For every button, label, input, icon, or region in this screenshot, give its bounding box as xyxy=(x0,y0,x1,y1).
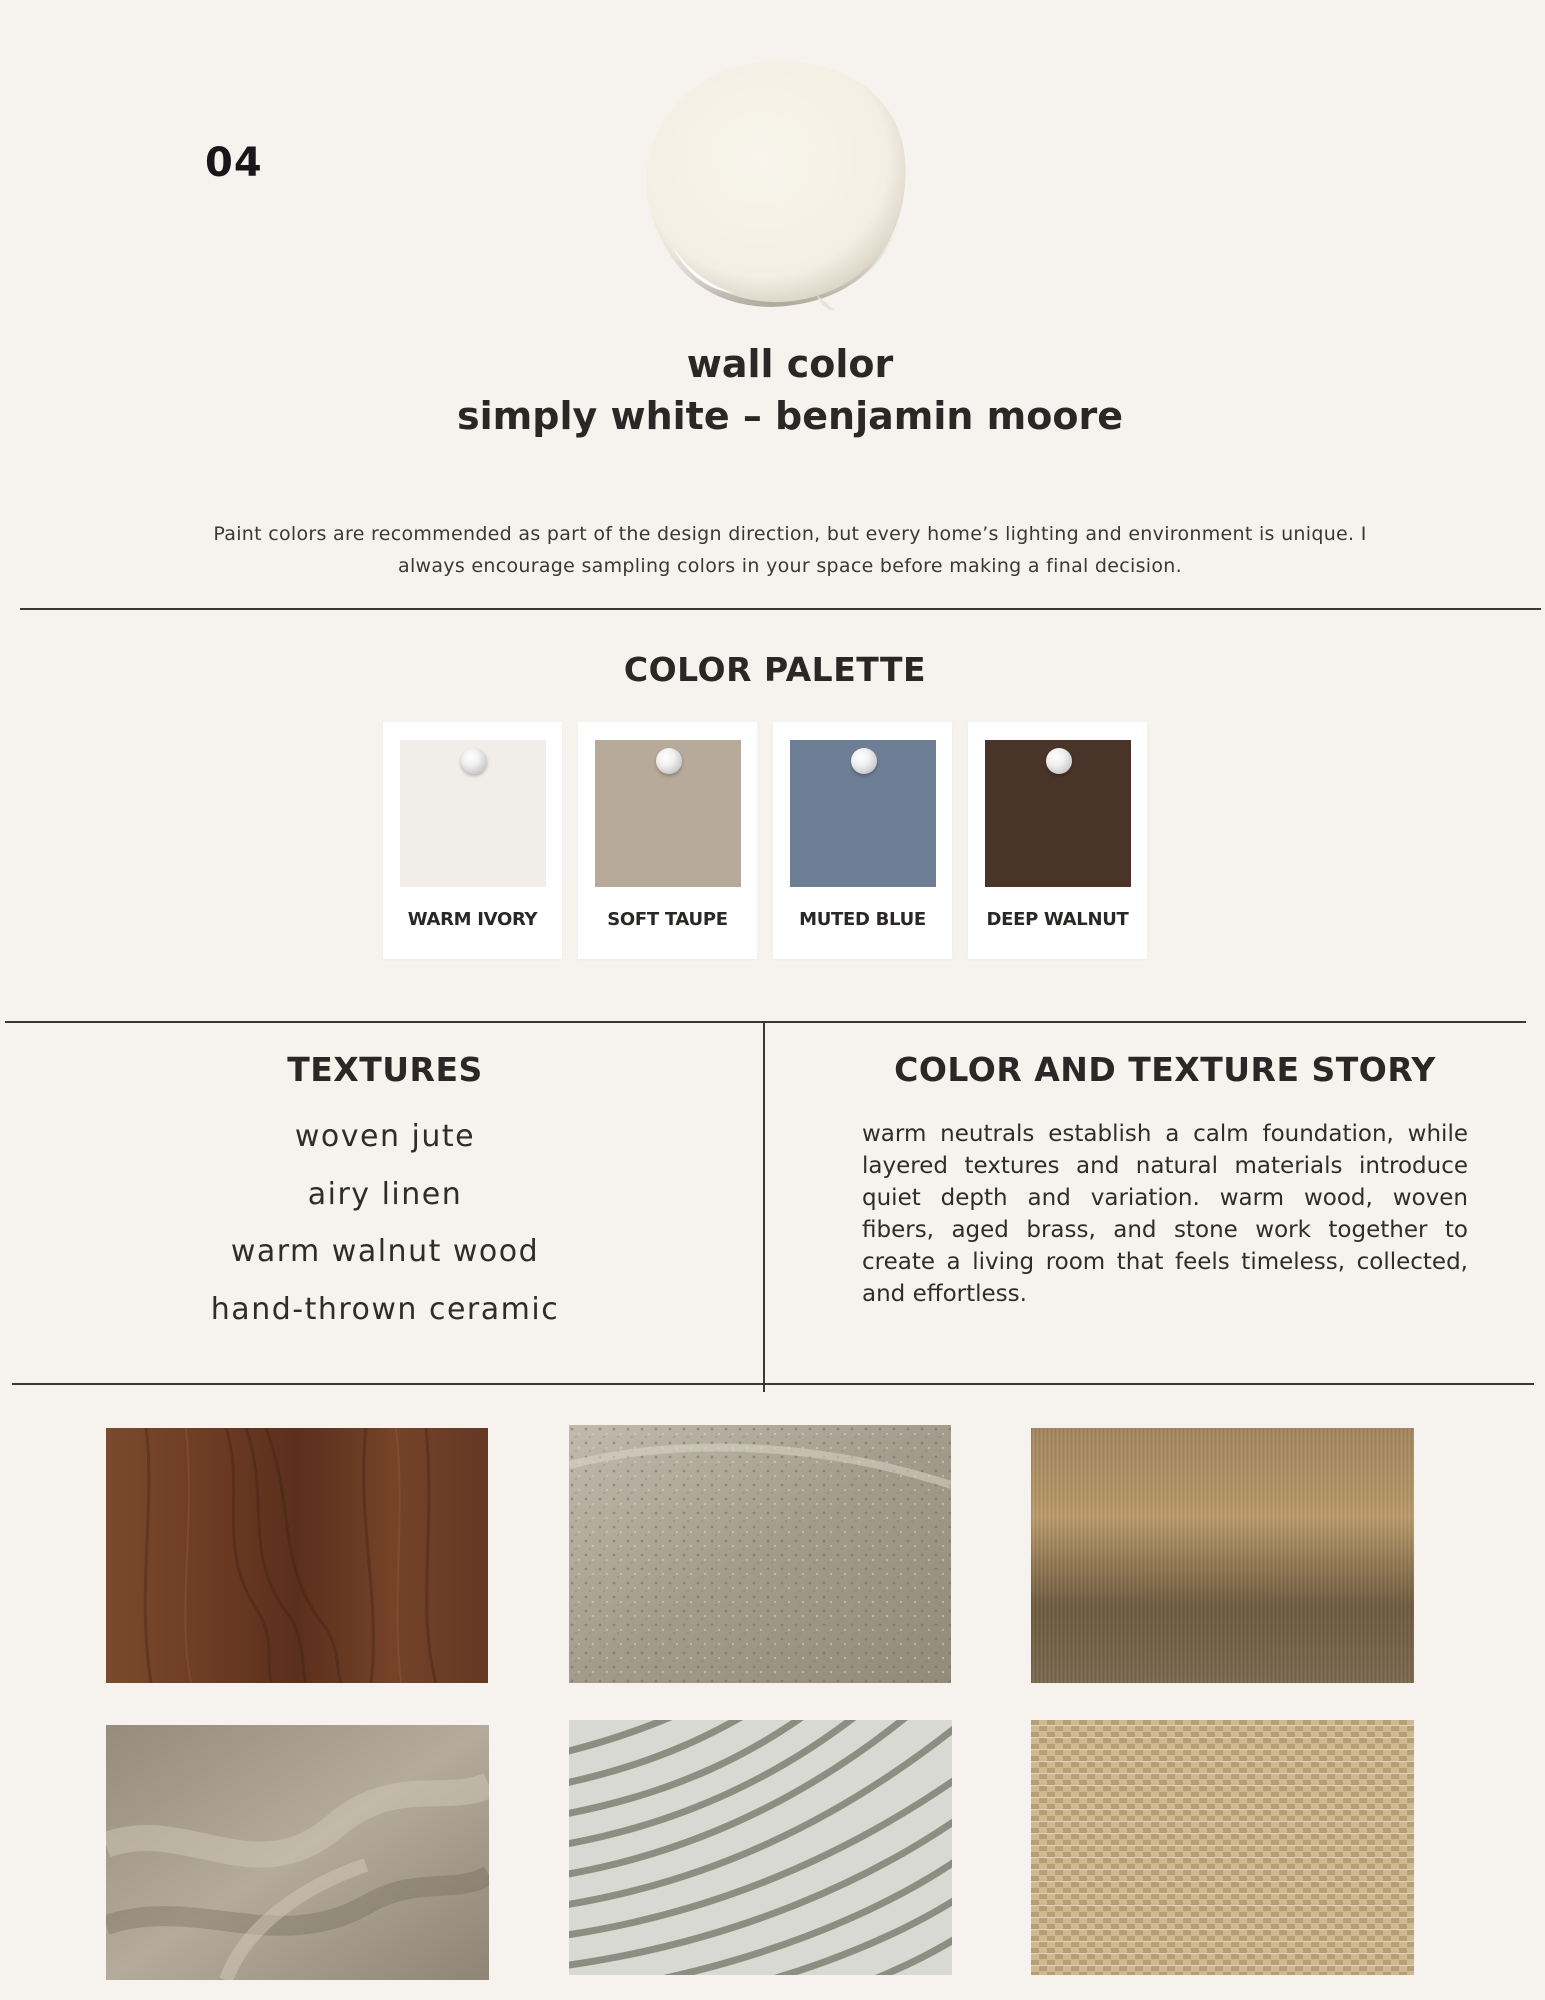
brushed-brass-texture xyxy=(1031,1428,1414,1683)
divider xyxy=(12,1383,1534,1385)
texture-item: airy linen xyxy=(307,1176,463,1212)
pin-icon xyxy=(461,748,487,774)
textures-list xyxy=(110,1112,660,1342)
swatch-chip xyxy=(400,740,546,887)
swatch-card xyxy=(578,722,757,959)
divider xyxy=(20,608,1541,610)
wall-color-line2: simply white – benjamin moore xyxy=(457,394,1123,438)
pin-icon xyxy=(1046,748,1072,774)
pin-icon xyxy=(656,748,682,774)
swatch-chip xyxy=(985,740,1131,887)
swatch-chip xyxy=(595,740,741,887)
swatch-label: DEEP WALNUT xyxy=(986,909,1129,930)
linen-fabric-texture xyxy=(106,1725,489,1980)
swatch-label: WARM IVORY xyxy=(407,909,538,930)
pin-icon xyxy=(851,748,877,774)
woven-jute-texture xyxy=(1031,1720,1414,1975)
striped-fabric-texture xyxy=(569,1720,952,1975)
swatch-label: MUTED BLUE xyxy=(799,909,926,930)
texture-item: woven jute xyxy=(294,1119,476,1154)
wall-color-line1: wall color xyxy=(686,342,894,386)
swatch-card xyxy=(968,722,1147,959)
swatch-label: SOFT TAUPE xyxy=(607,909,728,930)
swatch-chip xyxy=(790,740,936,887)
texture-item: hand-thrown ceramic xyxy=(210,1291,560,1327)
divider xyxy=(5,1021,1526,1023)
textures-heading: TEXTURES xyxy=(287,1050,483,1089)
texture-item: warm walnut wood xyxy=(230,1234,540,1269)
stone-plaster-texture xyxy=(569,1425,951,1683)
page-number: 04 xyxy=(205,140,263,186)
wall-color-title xyxy=(0,338,1545,442)
color-palette-heading: COLOR PALETTE xyxy=(623,650,927,689)
swatch-card xyxy=(383,722,562,959)
story-heading: COLOR AND TEXTURE STORY xyxy=(894,1050,1436,1089)
swatch-card xyxy=(773,722,952,959)
walnut-wood-texture xyxy=(106,1428,488,1683)
paint-note: Paint colors are recommended as part of the design direction, but every home’s lighting and environment is unique. I always encourage sampling colors in your space before making a final decision. xyxy=(213,523,1367,577)
paint-swatch-blob xyxy=(642,55,910,310)
story-body: warm neutrals establish a calm foundation, while layered textures and natural materials introduce quiet depth and variation. warm wood, woven fibers, aged brass, and stone work together to create a living room that feels timeless, collected, and effortless. xyxy=(862,1121,1468,1307)
color-palette-swatches xyxy=(383,722,1147,959)
column-divider xyxy=(763,1022,765,1392)
